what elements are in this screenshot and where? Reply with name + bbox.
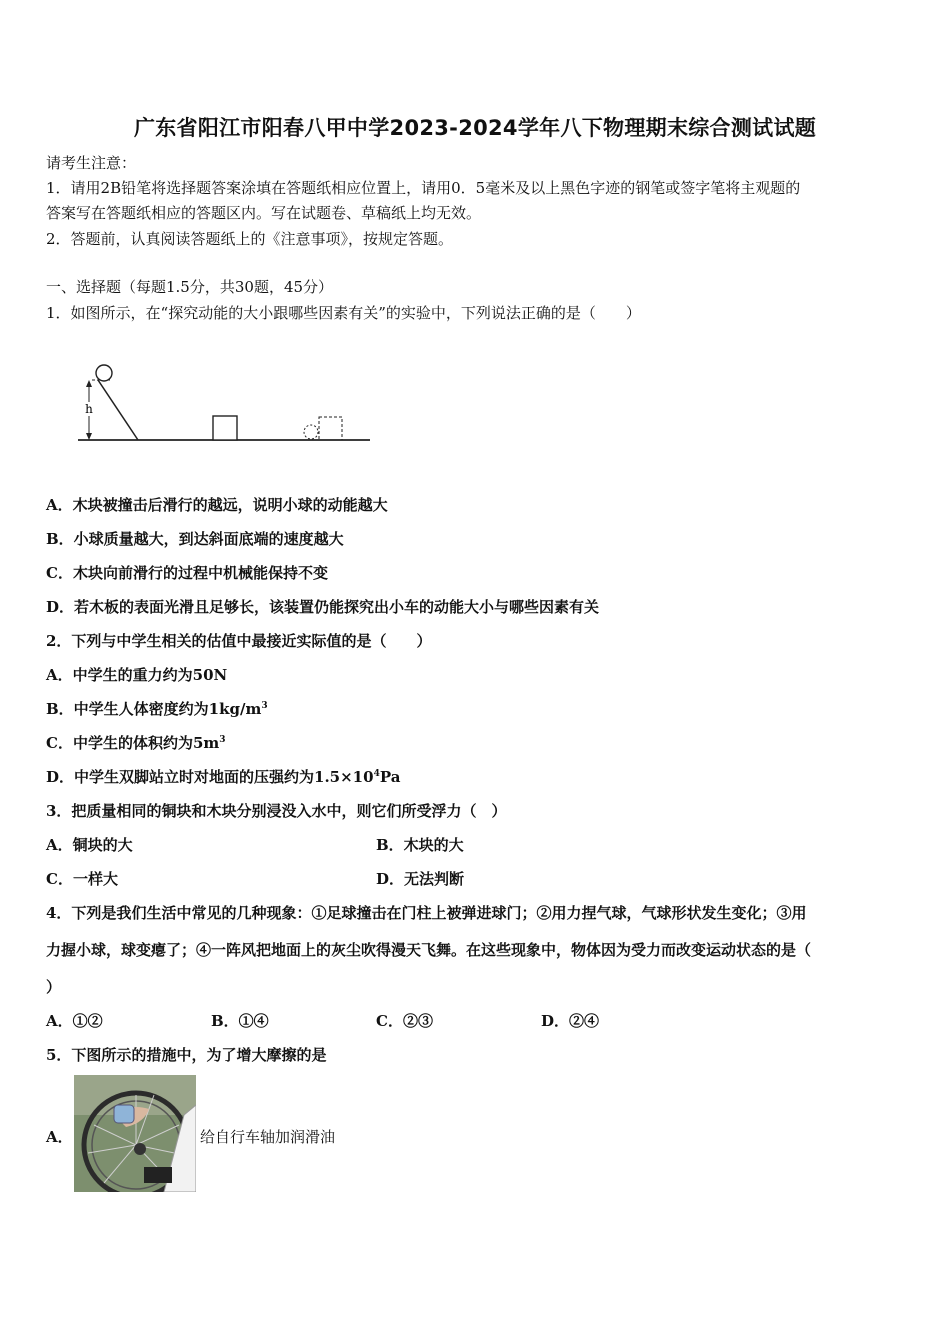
height-label: h	[85, 402, 93, 416]
question-4-stem-line-1: 4．下列是我们生活中常见的几种现象：①足球撞击在门柱上被弹进球门；②用力捏气球，气球形状发生变化；③用	[46, 904, 807, 922]
question-4-option-c: C．②③	[376, 1012, 433, 1030]
question-1-option-d: D．若木板的表面光滑且足够长，该装置仍能探究出小车的动能大小与哪些因素有关	[46, 598, 600, 616]
section-heading: 一、选择题（每题1.5分，共30题，45分）	[46, 278, 334, 296]
ball-after-dashed	[304, 425, 318, 439]
question-1-stem: 1．如图所示，在“探究动能的大小跟哪些因素有关”的实验中，下列说法正确的是（ ）	[46, 304, 641, 322]
incline-experiment-diagram	[78, 360, 378, 450]
notice-item-1-line-2: 答案写在答题纸相应的答题区内。写在试题卷、草稿纸上均无效。	[46, 204, 482, 222]
bicycle-lubrication-photo	[74, 1075, 196, 1192]
question-2-option-a: A．中学生的重力约为50N	[46, 666, 228, 684]
arrow-head-up	[86, 380, 92, 387]
wooden-block	[213, 416, 237, 440]
question-5-stem: 5．下图所示的措施中，为了增大摩擦的是	[46, 1046, 327, 1064]
question-3-option-c: C．一样大	[46, 870, 118, 888]
question-3-stem: 3．把质量相同的铜块和木块分别浸没入水中，则它们所受浮力（ ）	[46, 802, 507, 820]
question-3-option-d: D．无法判断	[376, 870, 465, 888]
question-3-option-b: B．木块的大	[376, 836, 464, 854]
arrow-head-down	[86, 433, 92, 440]
question-4-stem-line-2: 力握小球，球变瘪了；④一阵风把地面上的灰尘吹得漫天飞舞。在这些现象中，物体因为受力而改变运动状态的是（	[46, 941, 812, 959]
notice-heading: 请考生注意：	[46, 154, 137, 172]
question-2-stem: 2．下列与中学生相关的估值中最接近实际值的是（ ）	[46, 632, 432, 650]
bicycle-photo-illustration	[74, 1075, 196, 1192]
question-4-stem-line-3: ）	[46, 978, 62, 996]
notice-item-2: 2．答题前，认真阅读答题纸上的《注意事项》，按规定答题。	[46, 230, 454, 248]
question-5-option-a-label: A．	[46, 1128, 73, 1146]
question-5-option-a-text: 给自行车轴加润滑油	[200, 1128, 336, 1146]
question-4-option-d: D．②④	[541, 1012, 600, 1030]
question-1-option-b: B．小球质量越大，到达斜面底端的速度越大	[46, 530, 344, 548]
block-after-dashed	[319, 417, 342, 440]
question-2-option-b: B．中学生人体密度约为$1kg/m^3$	[46, 700, 268, 718]
question-1-option-c: C．木块向前滑行的过程中机械能保持不变	[46, 564, 328, 582]
notice-item-1-line-1: 1．请用2B铅笔将选择题答案涂填在答题纸相应位置上，请用0．5毫米及以上黑色字迹的钢笔或签字笔将主观题的	[46, 179, 801, 197]
question-1-option-a: A．木块被撞击后滑行的越远，说明小球的动能越大	[46, 496, 388, 514]
incline-line	[98, 380, 138, 440]
question-3-option-a: A．铜块的大	[46, 836, 133, 854]
question-4-option-b: B．①④	[211, 1012, 269, 1030]
question-2-option-d: D．中学生双脚站立时对地面的压强约为$1.5\times 10^4Pa$	[46, 768, 401, 786]
page-title: 广东省阳江市阳春八甲中学2023-2024学年八下物理期末综合测试试题	[133, 116, 817, 140]
question-4-option-a: A．①②	[46, 1012, 103, 1030]
question-2-option-c: C．中学生的体积约为$5m^3$	[46, 734, 226, 752]
ball	[96, 365, 112, 381]
